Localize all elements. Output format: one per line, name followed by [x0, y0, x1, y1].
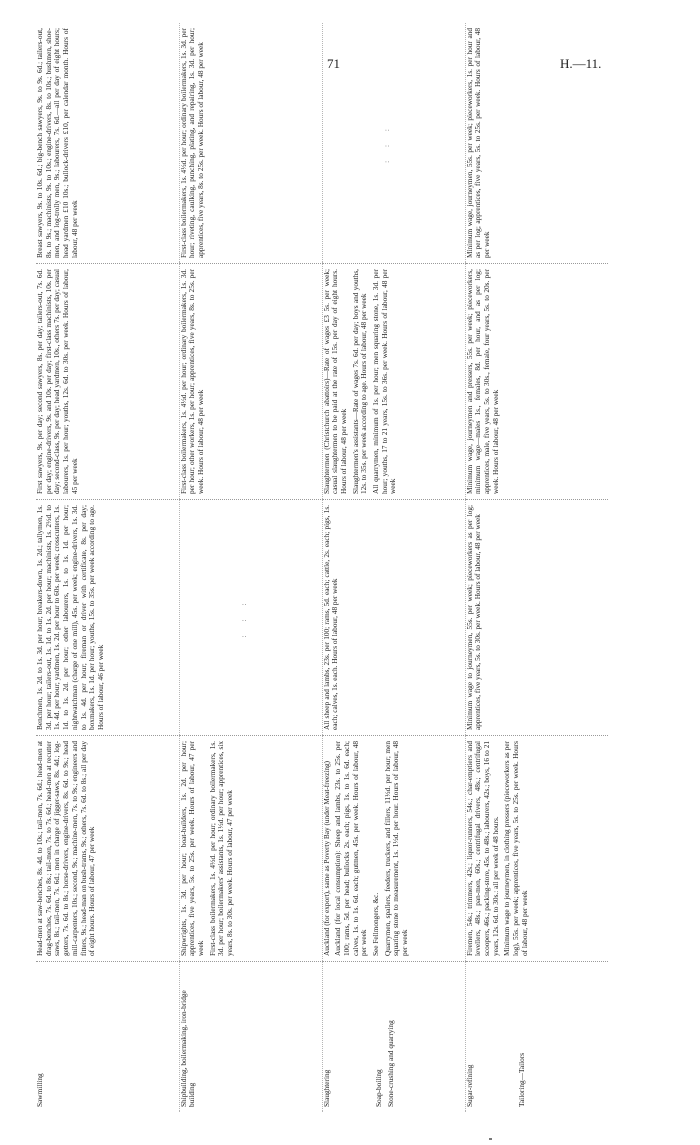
industry-cell [179, 962, 322, 1113]
district-cell [465, 736, 608, 962]
district-cell [322, 264, 465, 500]
district-cell-empty: : : : [179, 500, 322, 736]
industry-label: Stone-crushing and quarrying [385, 1020, 395, 1107]
industry-label: Sawmilling [35, 1073, 44, 1107]
district-cell [36, 23, 179, 264]
industry-cell [36, 962, 179, 1113]
table-row [179, 23, 322, 1112]
wage-text: Firemen, 54s.; trimmers, 42s.; liquor-runners, 54s.; char-emptiers and levellers, 48s.; pan-men, 60s.; centrifugal drivers, 48s.; centrifugal scoopers, 46s.; packing-store, 45s. to 48s.; labourers, 42s.; boys, 16 to 21 years, 12s. 6d. to 30s.: all per week of 48 hours. [464, 741, 500, 956]
table-row [465, 23, 608, 1112]
industry-label: Sugar-refining [464, 1064, 474, 1107]
wage-text: Minimum wage to journeymen, 55s. per week; pieceworkers as per log; apprentices, five years, 5s. to 30s. per week. Hours of labour, 48 per week [464, 505, 483, 730]
district-cell [36, 736, 179, 962]
wage-text: Benchmen, 1s. 2d. to 1s. 3d. per hour; breakers-down, 1s. 2d.; tallymen, 1s. 3d. per hour; tailers-out, 1s. 1d. to 1s. 2d. per hour; machinists, 1s. 2½d. to 1s. 4d. per hour; yardmen, 1s. 2d. per hour to 60s. per week; crosscutters, 1s. 1d. to 1s. 2d. per hour; other labourers, 1s. to 1s. 1d. per hour; nightwatchman (charge of one mill), 45s. per week; engine-drivers, 1s. 3d. to 1s. 4d. per hour; fireman or driver with certificate, 8s. per day; boxmakers, 1s. 1d. per hour; youths, 15s. to 35s. per week according to age. Hours of labour, 46 per week [35, 505, 105, 730]
industry-label: Soap-boiling [374, 1069, 384, 1107]
industry-label: Tailoring—Tailors [517, 1052, 527, 1107]
district-cell-empty: : : : [322, 23, 465, 264]
industry-label: Shipbuilding, boilermaking, iron-bridge building [178, 990, 197, 1107]
table-row [322, 23, 465, 1112]
wage-text: Minimum wage, journeymen and pressers, 55s. per week; pieceworkers, minimum wage—males 1s., females, 8d. per hour, and as per log; apprentices, male, five years, 5s. to 30s., female, four years, 5s. to 20s. per week. Hours of labour, 48 per week [464, 269, 500, 494]
wage-text: All quarrymen, minimum of 1s. per hour; men squaring stone, 1s. 3d. per hour; youths, 17 to 21 years, 15s. to 36s. per week. Hours of labour, 48 per week [371, 269, 398, 494]
district-cell [179, 23, 322, 264]
wage-text: First-class boilermakers, 1s. 4½d. per hour; ordinary boilermakers, 1s. 3d. per hour; other workers, 1s. per hour; apprentices, five years, 8s. to 25s. per week. Hours of labour, 48 per week [178, 269, 205, 494]
wage-text: Slaughtermen (Christchurch abattoirs)—Rate of wages £3 5s. per week; casual slaughtermen to be paid at the rate of 15s. per day of eight hours. Hours of labour, 48 per week [321, 269, 348, 494]
wage-text: Quarrymen, spallers, feeders, truckers, and fillers, 11½d. per hour; men squaring stone to measurement, 1s. 1½d. per hour. Hours of labour, 48 per week [382, 741, 410, 956]
wage-text: First-class boilermakers, 1s. 4½d. per hour; ordinary boilermakers, 1s. 3d. per hour; boilermakers' assistants, 1s. 1½d. per hour; apprentices, six years, 8s. to 30s. per week. Hours of labour, 47 per week [207, 741, 235, 956]
wage-table [36, 23, 608, 1112]
district-cell [36, 500, 179, 736]
district-cell [36, 264, 179, 500]
wage-text: All sheep and lambs, 23s. per 100; rams, 5d. each; cattle, 2s. each; pigs, 1s. each; calves, 1s. each. Hours of labour, 48 per week [321, 505, 340, 730]
industry-cell [322, 962, 465, 1113]
wage-text: Minimum wage, journeymen, 55s. per week; pieceworkers, 1s. per hour and as per log; apprentices, five years, 5s. to 25s. per week. Hours of labour, 48 per week [464, 28, 491, 258]
wage-text: First sawyers, 9s. per day; second sawyers, 8s. per day; tailers-out, 7s. 6d. per day; engine-drivers, 9s. and 10s. per day; first-class machinists, 10s. per day; second-class, 9s. per day; head yardmen, 10s., others 7s. per day; casual labourers, 1s. per hour; youths, 12s. 6d. to 30s. per week. Hours of labour, 45 per week [35, 269, 79, 494]
wage-text: Slaughtermen's assistants—Rate of wages 7s. 6d. per day; boys and youths, 12s. to 35s. per week according to age. Hours of labour, 48 per week [350, 269, 369, 494]
wage-text: Auckland (for local consumption): Sheep and lambs, 23s. to 25s. per 100; rams, 5d. per head; bullocks 2s. each; pigs, 1s. to 1s. 6d. each; calves, 1s. to 1s. 6d. each; gutmen, 45s. per week. Hours of labour, 48 per week [333, 741, 369, 956]
district-cell [179, 736, 322, 962]
district-cell [465, 500, 608, 736]
wage-text: Breast sawyers, 9s. to 10s. 6d.; big-bench sawyers, 9s. to 9s. 6d.; tailers-out, 8s. to 9s.; machinists, 9s. to 10s.; engine-drivers, 8s. to 10s.; bushmen, shoe-men, and log-trolly men, 9s.; labourers, 7s. 6d.—all per day of eight hours; head yardmen £10 10s.; bullock-drivers £10, per calendar month. Hours of labour, 48 per week [35, 28, 79, 258]
wage-text: Head-men at saw-benches, 8s. 4d. to 10s.; tail-men, 7s. 6d.; head-men at drag-benches, 7s. 6d. to 8s.; tail-men, 7s. to 7s. 6d.; head-men at recutter saws, 8s.; tail-men, 7s. 6d.; men in charge of jigger-saws, 8s. 4d.; log-getters, 7s. 6d. to 8s.; horse-drivers, engine-drivers, 8s. 6d. to 9s.; head mill-carpenters, 10s.; second, 9s.; machine-men, 7s. to 9s.; engineers and fitters, 9s.; head-man on bush-trams, 9s.; others, 7s. 6d. to 8s.; all per day of eight hours. Hours of labour, 47 per week [35, 741, 97, 956]
industry-cell [465, 962, 608, 1113]
district-cell [179, 264, 322, 500]
district-cell [465, 23, 608, 264]
wage-text: Minimum wage to journeymen, in clothing pressers (pieceworkers as per log), 55s. per week; apprentices, five years, 5s. to 25s. per week. Hours of labour, 48 per week [502, 741, 529, 956]
wage-text: Auckland (for export), same as Poverty Bay (under Meat-freezing) [321, 760, 331, 956]
document-reference: H.—11. [560, 56, 602, 71]
table-row [36, 23, 179, 1112]
wage-text: See Fellmongers, &c. [371, 892, 381, 956]
page-number: 71 [327, 56, 340, 71]
district-cell [322, 500, 465, 736]
print-speck [489, 1138, 492, 1140]
district-cell [322, 736, 465, 962]
industry-label: Slaughtering [321, 1069, 331, 1107]
district-cell [465, 264, 608, 500]
wage-text: Shipwrights, 1s. 3d. per hour; boat-builders, 1s. 2d. per hour; apprentices, five years, 5s. to 25s. per week. Hours of labour, 47 per week [178, 741, 205, 956]
wage-text: First-class boilermakers, 1s. 4½d. per hour; ordinary boilermakers, 1s. 3d. per hour; riveting, caulking, punching, plating, and repairing, 1s. 3d. per hour; apprentices, five years, 8s. to 25s. per week. Hours of labour, 48 per week [178, 28, 205, 258]
